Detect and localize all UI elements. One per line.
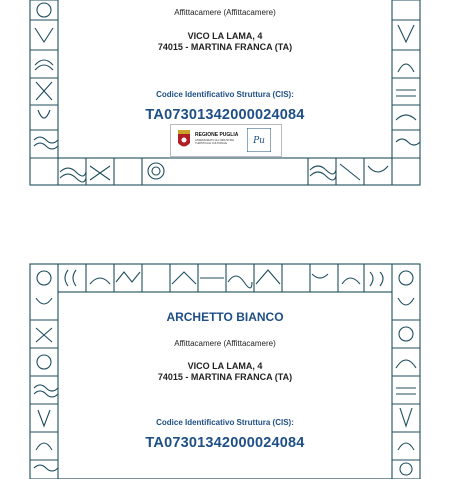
logos-strip [170, 124, 282, 157]
region-crest-icon [177, 129, 191, 150]
address-line-2: 74015 - MARTINA FRANCA (TA) [157, 42, 293, 52]
cis-code: TA07301342000024084 [145, 435, 305, 451]
svg-text:Pu: Pu [253, 136, 265, 146]
accommodation-type: Affittacamere (Affittacamere) [174, 8, 276, 17]
cis-label: Codice Identificativo Struttura (CIS): [156, 90, 294, 99]
address-line-2: 74015 - MARTINA FRANCA (TA) [157, 372, 293, 382]
address-line-1: VICO LA LAMA, 4 [187, 31, 263, 41]
accommodation-type: Affittacamere (Affittacamere) [174, 339, 276, 348]
cis-code: TA07301342000024084 [145, 107, 305, 123]
cis-label: Codice Identificativo Struttura (CIS): [156, 418, 294, 427]
region-subtitle: ASSESSORATO ALL'INDUSTRIA TURISTICA E CULTURALE [195, 139, 234, 145]
address-line-1: VICO LA LAMA, 4 [187, 361, 263, 371]
license-card-bottom [30, 264, 420, 479]
license-card-top [30, 0, 420, 185]
region-name: REGIONE PUGLIA [195, 132, 239, 138]
puglia-promozione-logo-icon [247, 128, 271, 152]
property-name: ARCHETTO BIANCO [166, 310, 284, 324]
